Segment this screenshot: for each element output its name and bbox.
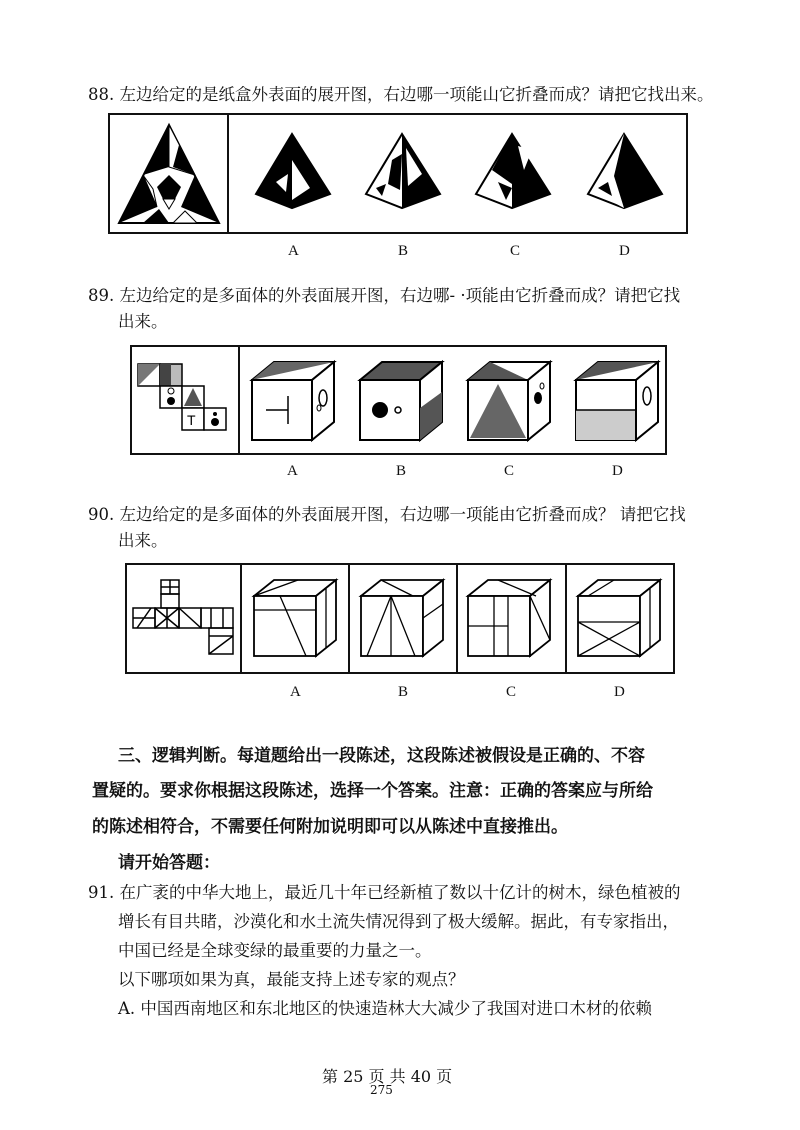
question-88 — [88, 82, 788, 108]
option-figure-90-b — [357, 576, 447, 660]
section-heading-line: 的陈述相符合，不需要任何附加说明即可以从陈述中直接推出。 — [92, 817, 568, 837]
option-figure-89-d — [572, 358, 662, 444]
option-label-89-c: C — [504, 463, 515, 479]
question-89 — [88, 283, 788, 335]
question-90 — [88, 502, 788, 554]
page-indicator: 第 25 页 共 40 页 — [322, 1067, 453, 1086]
figure-divider — [240, 563, 242, 674]
section-heading — [118, 738, 798, 774]
question-text: 在广袤的中华大地上，最近几十年已经新植了数以十亿计的树木，绿色植被的 — [119, 883, 681, 902]
option-label-88-a: A — [288, 243, 299, 259]
net-88 — [113, 117, 225, 229]
figure-divider — [456, 563, 458, 674]
option-figure-90-a — [250, 576, 340, 660]
start-prompt: 请开始答题： — [118, 853, 220, 873]
figure-divider — [565, 563, 567, 674]
option-figure-88-b — [362, 130, 444, 212]
question-prompt: 以下哪项如果为真，最能支持上述专家的观点？ — [118, 970, 465, 989]
figure-divider — [238, 345, 240, 455]
option-figure-90-c — [464, 576, 554, 660]
question-number: 88. — [88, 85, 115, 104]
section-heading-line: 三、逻辑判断。每道题给出一段陈述，这段陈述被假设是正确的、不容 — [118, 746, 645, 766]
option-label-90-d: D — [614, 684, 625, 700]
option-label-88-c: C — [510, 243, 521, 259]
question-text-cont: 出来。 — [118, 531, 168, 550]
option-figure-89-c — [464, 358, 554, 444]
option-figure-89-b — [356, 358, 446, 444]
section-heading — [92, 773, 792, 845]
option-figure-90-d — [574, 576, 664, 660]
question-text: 左边给定的是多面体的外表面展开图，右边哪一项能由它折叠而成？ 请把它找 — [119, 505, 686, 524]
figure-divider — [227, 113, 229, 234]
option-label-90-c: C — [506, 684, 517, 700]
option-a: A. 中国西南地区和东北地区的快速造林大大减少了我国对进口木材的依赖 — [118, 999, 652, 1018]
net-89 — [136, 362, 236, 440]
option-label-89-b: B — [396, 463, 407, 479]
question-number: 91. — [88, 883, 115, 902]
option-figure-89-a — [248, 358, 338, 444]
question-number: 90. — [88, 505, 115, 524]
option-label-88-d: D — [619, 243, 630, 259]
question-text-cont: 增长有目共睹，沙漠化和水土流失情况得到了极大缓解。据此，有专家指出， — [118, 912, 679, 931]
net-label-t: T — [187, 412, 196, 428]
option-figure-88-a — [252, 130, 334, 212]
option-label-90-a: A — [290, 684, 301, 700]
question-text: 左边给定的是多面体的外表面展开图，右边哪- ·项能由它折叠而成？请把它找 — [119, 286, 681, 305]
option-figure-88-d — [584, 130, 666, 212]
question-91 — [88, 878, 798, 1023]
figure-divider — [348, 563, 350, 674]
option-label-89-a: A — [287, 463, 298, 479]
option-label-89-d: D — [612, 463, 623, 479]
question-number: 89. — [88, 286, 115, 305]
question-text-cont: 出来。 — [118, 312, 168, 331]
question-text-cont: 中国已经是全球变绿的最重要的力量之一。 — [118, 941, 432, 960]
net-90 — [131, 578, 237, 658]
option-figure-88-c — [472, 130, 554, 212]
section-heading-line: 置疑的。要求你根据这段陈述，选择一个答案。注意：正确的答案应与所给 — [92, 781, 653, 801]
option-label-88-b: B — [398, 243, 409, 259]
option-label-90-b: B — [398, 684, 409, 700]
question-text: 左边给定的是纸盒外表面的展开图，右边哪一项能山它折叠而成？请把它找出来。 — [119, 85, 714, 104]
page-number: 275 — [370, 1083, 393, 1097]
